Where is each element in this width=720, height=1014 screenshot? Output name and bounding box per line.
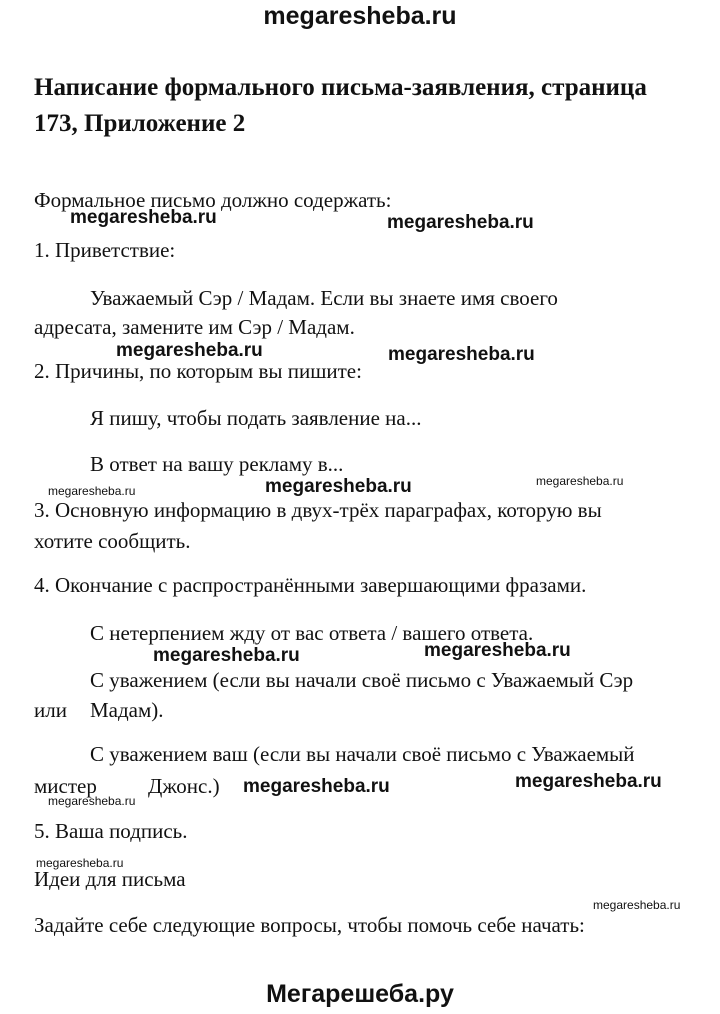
item-4-text-c1: С уважением ваш (если вы начали своё письмо с Уважаемый (90, 742, 635, 766)
item-2-heading: 2. Причины, по которым вы пишите: (34, 359, 362, 383)
intro-text: Формальное письмо должно содержать: (34, 188, 392, 212)
item-2-text-b: В ответ на вашу рекламу в... (90, 452, 344, 476)
watermark: megaresheba.ru (116, 340, 263, 361)
site-footer: Мегарешеба.ру (266, 980, 454, 1008)
ideas-heading: Идеи для письма (34, 867, 186, 891)
watermark: megaresheba.ru (387, 212, 534, 233)
watermark-small: megaresheba.ru (48, 484, 136, 498)
item-4-heading: 4. Окончание с распространёнными завершающими фразами. (34, 573, 587, 597)
watermark: megaresheba.ru (515, 771, 662, 792)
item-4-text-b2-right: Мадам). (90, 698, 164, 722)
watermark-small: megaresheba.ru (593, 898, 681, 912)
page-title (34, 70, 694, 142)
watermark-small: megaresheba.ru (536, 474, 624, 488)
item-1-heading: 1. Приветствие: (34, 238, 176, 262)
item-5-heading: 5. Ваша подпись. (34, 819, 188, 843)
item-4-text-c2-right: Джонс.) (148, 774, 220, 798)
item-4-text-a: С нетерпением жду от вас ответа / вашего ответа. (90, 621, 534, 645)
item-3-line-b: хотите сообщить. (34, 529, 191, 553)
watermark: megaresheba.ru (424, 640, 571, 661)
item-2-text-a: Я пишу, чтобы подать заявление на... (90, 406, 422, 430)
watermark: megaresheba.ru (243, 776, 390, 797)
title-line-1: Написание формального письма-заявления, страница (34, 74, 647, 101)
site-header: megaresheba.ru (263, 2, 457, 30)
item-3-line-a: 3. Основную информацию в двух-трёх параграфах, которую вы (34, 498, 602, 522)
questions-text: Задайте себе следующие вопросы, чтобы помочь себе начать: (34, 913, 585, 937)
item-4-text-b2-left: или (34, 698, 67, 722)
title-line-2: 173, Приложение 2 (34, 110, 246, 137)
item-4-text-c2-left: мистер (34, 774, 97, 798)
watermark: megaresheba.ru (265, 476, 412, 497)
watermark: megaresheba.ru (70, 207, 217, 228)
watermark: megaresheba.ru (153, 645, 300, 666)
watermark-small: megaresheba.ru (36, 856, 124, 870)
item-1-text-a: Уважаемый Сэр / Мадам. Если вы знаете имя своего (90, 286, 558, 310)
item-4-text-b1: С уважением (если вы начали своё письмо с Уважаемый Сэр (90, 668, 634, 692)
item-1-text-b: адресата, замените им Сэр / Мадам. (34, 315, 355, 339)
watermark: megaresheba.ru (388, 344, 535, 365)
watermark-small: megaresheba.ru (48, 794, 136, 808)
